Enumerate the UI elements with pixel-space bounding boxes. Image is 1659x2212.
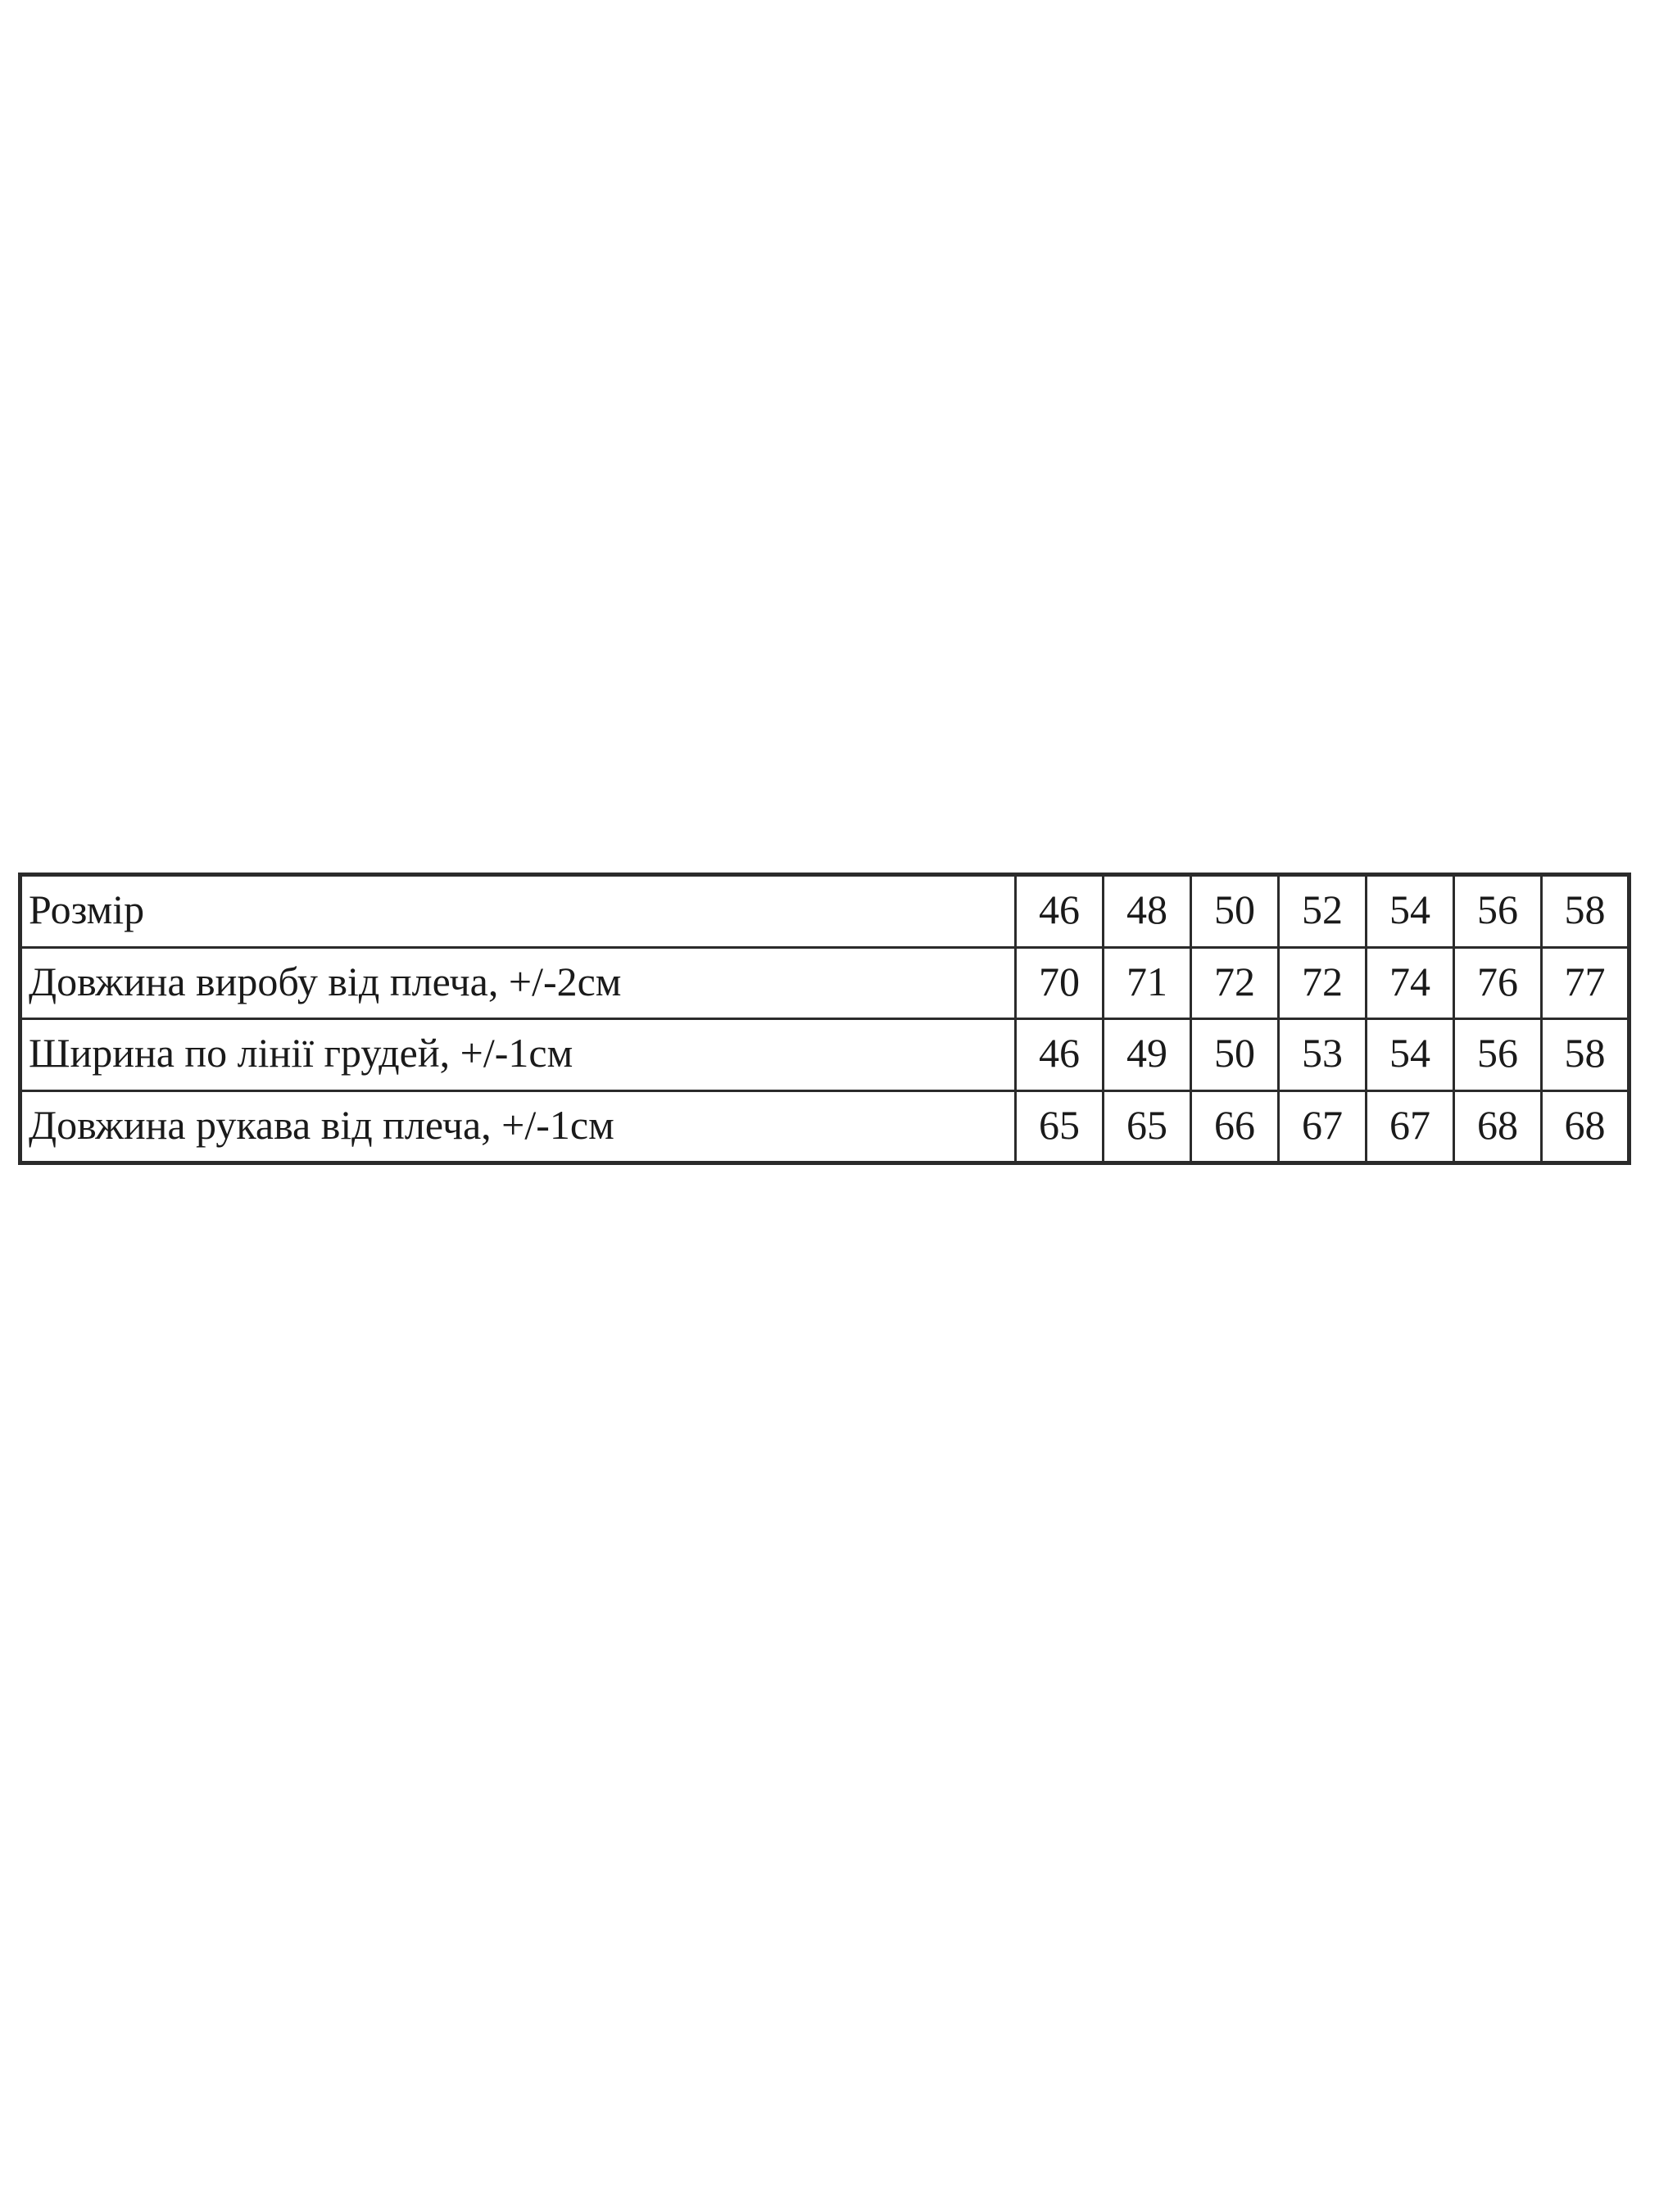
table-cell: 56 [1454,1019,1542,1091]
table-cell: 71 [1104,947,1191,1019]
table-cell: 74 [1367,947,1454,1019]
table-cell: 53 [1279,1019,1367,1091]
table-cell: 66 [1191,1090,1279,1163]
row-label: Ширина по лінії грудей, +/-1см [20,1019,1016,1091]
table-cell: 46 [1016,1019,1104,1091]
table-cell: 72 [1279,947,1367,1019]
table-row [20,1090,1630,1163]
table-cell: 58 [1542,875,1630,948]
table-cell: 67 [1367,1090,1454,1163]
table-cell: 65 [1104,1090,1191,1163]
table-cell: 56 [1454,875,1542,948]
table-cell: 70 [1016,947,1104,1019]
table-cell: 68 [1454,1090,1542,1163]
row-label: Довжина рукава від плеча, +/-1см [20,1090,1016,1163]
table-row [20,875,1630,948]
table-cell: 76 [1454,947,1542,1019]
table-cell: 58 [1542,1019,1630,1091]
table-cell: 49 [1104,1019,1191,1091]
table-cell: 65 [1016,1090,1104,1163]
row-label: Розмір [20,875,1016,948]
table-cell: 54 [1367,1019,1454,1091]
table-cell: 50 [1191,1019,1279,1091]
size-chart-table [18,873,1631,1165]
table-row [20,1019,1630,1091]
table-cell: 54 [1367,875,1454,948]
table-cell: 46 [1016,875,1104,948]
table-cell: 52 [1279,875,1367,948]
size-chart-container [18,873,1628,1165]
table-cell: 68 [1542,1090,1630,1163]
row-label: Довжина виробу від плеча, +/-2см [20,947,1016,1019]
table-cell: 77 [1542,947,1630,1019]
table-cell: 50 [1191,875,1279,948]
table-cell: 48 [1104,875,1191,948]
table-row [20,947,1630,1019]
table-cell: 72 [1191,947,1279,1019]
table-cell: 67 [1279,1090,1367,1163]
